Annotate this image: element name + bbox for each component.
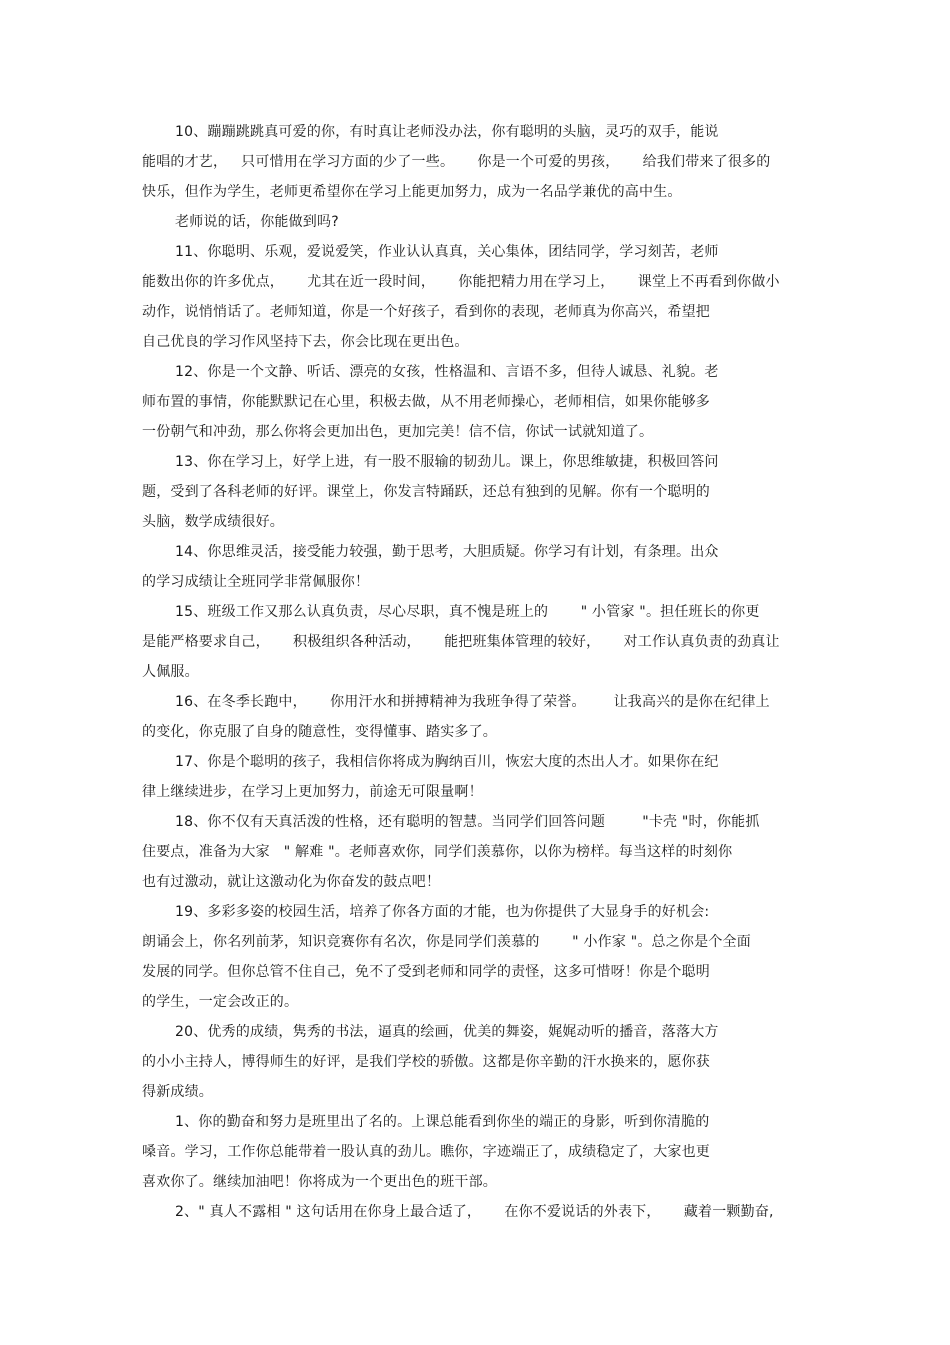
paragraph-first-line: 16、在冬季长跑中， 你用汗水和拼搏精神为我班争得了荣誉。 让我高兴的是你在纪律上 <box>175 694 770 710</box>
paragraph-line: 快乐，但作为学生，老师更希望你在学习上能更加努力，成为一名品学兼优的高中生。 <box>142 184 682 200</box>
paragraph-line: 喜欢你了。继续加油吧！你将成为一个更出色的班干部。 <box>142 1174 497 1190</box>
paragraph-line: 师布置的事情，你能默默记在心里，积极去做，从不用老师操心，老师相信，如果你能够多 <box>142 394 710 410</box>
paragraph-line: 动作，说悄悄话了。老师知道，你是一个好孩子，看到你的表现，老师真为你高兴，希望把 <box>142 304 710 320</box>
paragraph-first-line: 15、班级工作又那么认真负责，尽心尽职，真不愧是班上的 " 小管家 "。担任班长的你更 <box>175 604 760 620</box>
paragraph-line: 的小小主持人，博得师生的好评，是我们学校的骄傲。这都是你辛勤的汗水换来的，愿你获 <box>142 1054 710 1070</box>
paragraph-first-line: 老师说的话，你能做到吗? <box>175 214 339 230</box>
paragraph-line: 的学生，一定会改正的。 <box>142 994 299 1010</box>
paragraph-first-line: 10、蹦蹦跳跳真可爱的你，有时真让老师没办法，你有聪明的头脑，灵巧的双手，能说 <box>175 124 719 140</box>
paragraph-line: 一份朝气和冲劲，那么你将会更加出色，更加完美！信不信，你试一试就知道了。 <box>142 424 654 440</box>
paragraph-line: 发展的同学。但你总管不住自己，免不了受到老师和同学的责怪，这多可惜呀！你是个聪明 <box>142 964 710 980</box>
paragraph-line: 嗓音。学习，工作你总能带着一股认真的劲儿。瞧你，字迹端正了，成绩稳定了，大家也更 <box>142 1144 710 1160</box>
paragraph-first-line: 12、你是一个文静、听话、漂亮的女孩，性格温和、言语不多，但待人诚恳、礼貌。老 <box>175 364 719 380</box>
document-body <box>142 117 812 1227</box>
paragraph-line: 也有过激动，就让这激动化为你奋发的鼓点吧！ <box>142 874 441 890</box>
paragraph-first-line: 14、你思维灵活，接受能力较强，勤于思考，大胆质疑。你学习有计划，有条理。出众 <box>175 544 719 560</box>
paragraph-line: 自己优良的学习作风坚持下去，你会比现在更出色。 <box>142 334 469 350</box>
paragraph-line: 律上继续进步，在学习上更加努力，前途无可限量啊！ <box>142 784 483 800</box>
paragraph-line: 得新成绩。 <box>142 1084 213 1100</box>
paragraph-line: 是能严格要求自己， 积极组织各种活动， 能把班集体管理的较好， 对工作认真负责的劲真让 <box>142 634 780 650</box>
paragraph-line: 头脑，数学成绩很好。 <box>142 514 284 530</box>
paragraph-line: 的变化，你克服了自身的随意性，变得懂事、踏实多了。 <box>142 724 497 740</box>
paragraph-first-line: 13、你在学习上，好学上进，有一股不服输的韧劲儿。课上，你思维敏捷，积极回答问 <box>175 454 719 470</box>
paragraph-first-line: 20、优秀的成绩，隽秀的书法，逼真的绘画，优美的舞姿，娓娓动听的播音，落落大方 <box>175 1024 719 1040</box>
paragraph-first-line: 11、你聪明、乐观，爱说爱笑，作业认认真真，关心集体，团结同学，学习刻苦，老师 <box>175 244 719 260</box>
paragraph-first-line: 2、" 真人不露相 " 这句话用在你身上最合适了， 在你不爱说话的外表下， 藏着一颗勤奋, <box>175 1204 774 1220</box>
paragraph-first-line: 18、你不仅有天真活泼的性格，还有聪明的智慧。当同学们回答问题 "卡壳 "时，你能抓 <box>175 814 760 830</box>
paragraph-first-line: 17、你是个聪明的孩子，我相信你将成为胸纳百川，恢宏大度的杰出人才。如果你在纪 <box>175 754 719 770</box>
paragraph-line: 住要点，准备为大家 " 解难 "。老师喜欢你，同学们羡慕你，以你为榜样。每当这样的时刻你 <box>142 844 733 860</box>
paragraph-line: 的学习成绩让全班同学非常佩服你！ <box>142 574 370 590</box>
paragraph-line: 人佩服。 <box>142 664 199 680</box>
paragraph-line: 能唱的才艺， 只可惜用在学习方面的少了一些。 你是一个可爱的男孩， 给我们带来了很多的 <box>142 154 771 170</box>
paragraph-line: 题，受到了各科老师的好评。课堂上，你发言特踊跃，还总有独到的见解。你有一个聪明的 <box>142 484 710 500</box>
paragraph-first-line: 1、你的勤奋和努力是班里出了名的。上课总能看到你坐的端正的身影，听到你清脆的 <box>175 1114 710 1130</box>
paragraph-line: 能数出你的许多优点， 尤其在近一段时间， 你能把精力用在学习上， 课堂上不再看到你做小 <box>142 274 780 290</box>
paragraph-first-line: 19、多彩多姿的校园生活，培养了你各方面的才能，也为你提供了大显身手的好机会: <box>175 904 710 920</box>
paragraph-line: 朗诵会上，你名列前茅，知识竞赛你有名次，你是同学们羡慕的 " 小作家 "。总之你是个全面 <box>142 934 751 950</box>
